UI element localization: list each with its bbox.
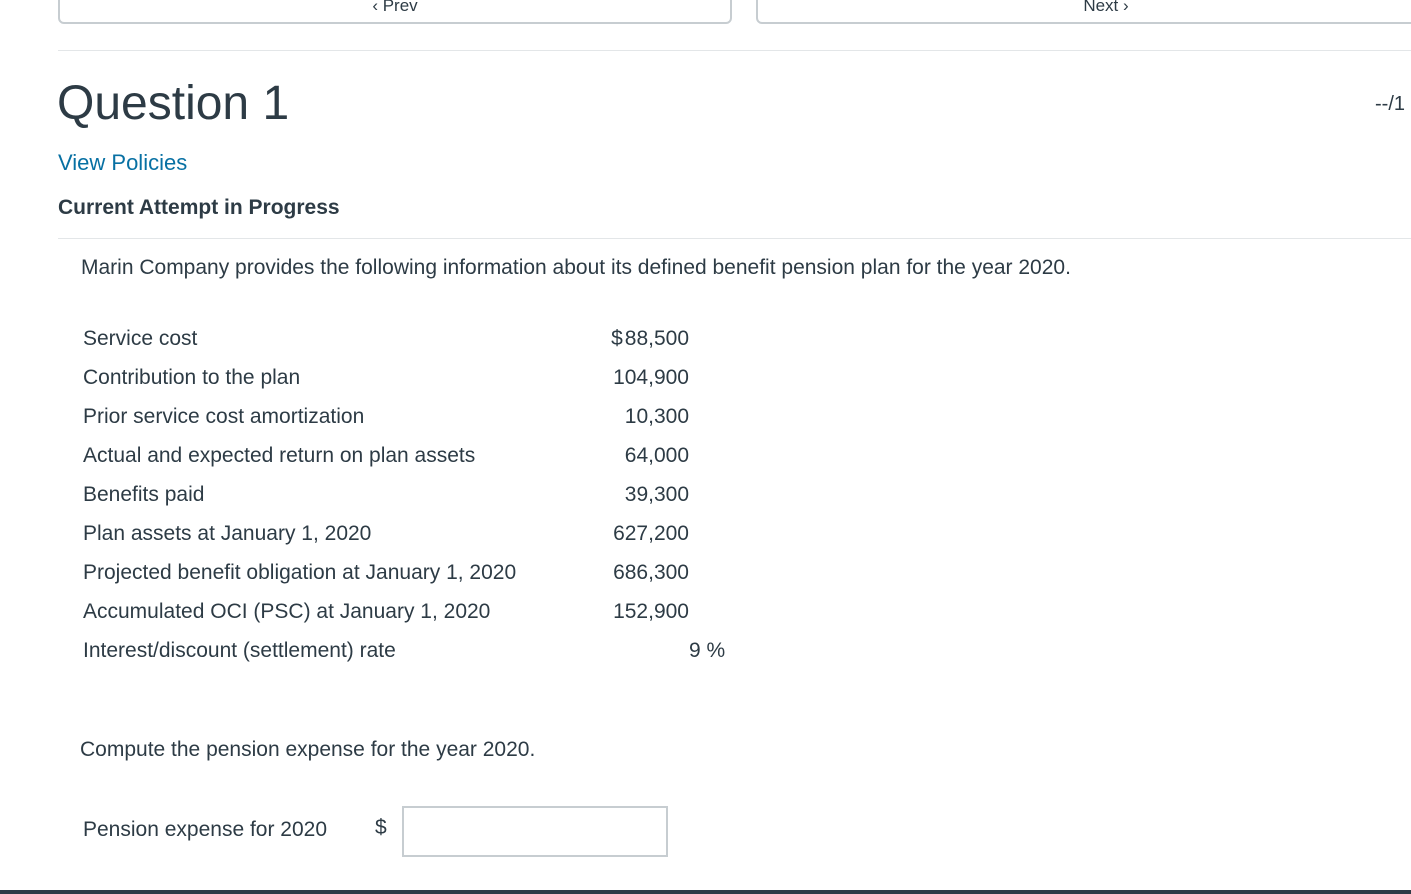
table-row — [83, 436, 725, 475]
view-policies-link[interactable]: View Policies — [58, 150, 188, 175]
table-row-value: 104,900 — [613, 365, 689, 389]
answer-currency-symbol: $ — [375, 816, 387, 839]
answer-label: Pension expense for 2020 — [83, 818, 328, 841]
table-row-suffix — [689, 475, 725, 514]
table-row-suffix — [689, 592, 725, 631]
table-row — [83, 553, 725, 592]
table-row-label: Plan assets at January 1, 2020 — [83, 521, 372, 545]
table-row-value: 88,500 — [624, 326, 689, 350]
pension-expense-input[interactable] — [402, 806, 668, 857]
table-row-value: 10,300 — [624, 404, 689, 428]
question-title: Question 1 — [57, 77, 290, 130]
currency-symbol: $ — [611, 326, 623, 350]
table-row-label: Accumulated OCI (PSC) at January 1, 2020 — [83, 599, 491, 623]
table-row-value: 686,300 — [613, 560, 689, 584]
table-row-suffix — [689, 553, 725, 592]
table-row-suffix — [689, 319, 725, 358]
table-row-suffix: 9 % — [689, 638, 726, 662]
table-row — [83, 514, 725, 553]
table-row-label: Actual and expected return on plan assets — [83, 443, 476, 467]
table-row — [83, 475, 725, 514]
table-row-label: Interest/discount (settlement) rate — [83, 638, 396, 662]
table-row-suffix — [689, 358, 725, 397]
table-row-label: Benefits paid — [83, 482, 205, 506]
table-row-suffix — [689, 514, 725, 553]
table-row-value-cell — [593, 631, 689, 670]
table-row-suffix — [689, 436, 725, 475]
table-row-value-cell — [593, 475, 689, 514]
question-prompt: Compute the pension expense for the year 2020. — [80, 738, 536, 761]
pension-data-table — [83, 319, 725, 670]
question-divider — [58, 238, 1411, 239]
table-row-value-cell — [593, 358, 689, 397]
table-row — [83, 397, 725, 436]
prev-button[interactable] — [58, 0, 732, 24]
table-row — [83, 631, 725, 670]
prev-button-label: ‹ Prev — [372, 0, 418, 15]
table-row-value-cell — [593, 553, 689, 592]
table-row-label: Projected benefit obligation at January 1, 2020 — [83, 560, 517, 584]
attempt-status: Current Attempt in Progress — [58, 196, 340, 219]
table-row-value-cell — [593, 319, 689, 358]
table-row-value: 152,900 — [613, 599, 689, 623]
table-row-label: Prior service cost amortization — [83, 404, 365, 428]
table-row-label: Contribution to the plan — [83, 365, 301, 389]
next-button[interactable] — [756, 0, 1411, 24]
table-row — [83, 358, 725, 397]
table-row-value-cell — [593, 436, 689, 475]
bottom-bar — [0, 890, 1411, 894]
question-intro: Marin Company provides the following information about its defined benefit pension plan for the year 2020. — [81, 256, 1071, 279]
table-row — [83, 592, 725, 631]
table-row-label: Service cost — [83, 326, 198, 350]
table-row-suffix — [689, 397, 725, 436]
table-row-value-cell — [593, 397, 689, 436]
table-row-value: 627,200 — [613, 521, 689, 545]
table-row-value-cell — [593, 514, 689, 553]
next-button-label: Next › — [1083, 0, 1129, 15]
question-score: --/1 — [1375, 93, 1405, 115]
header-divider — [58, 50, 1411, 51]
table-row-value-cell — [593, 592, 689, 631]
table-row-value: 64,000 — [624, 443, 689, 467]
table-row — [83, 319, 725, 358]
table-row-value: 39,300 — [624, 482, 689, 506]
